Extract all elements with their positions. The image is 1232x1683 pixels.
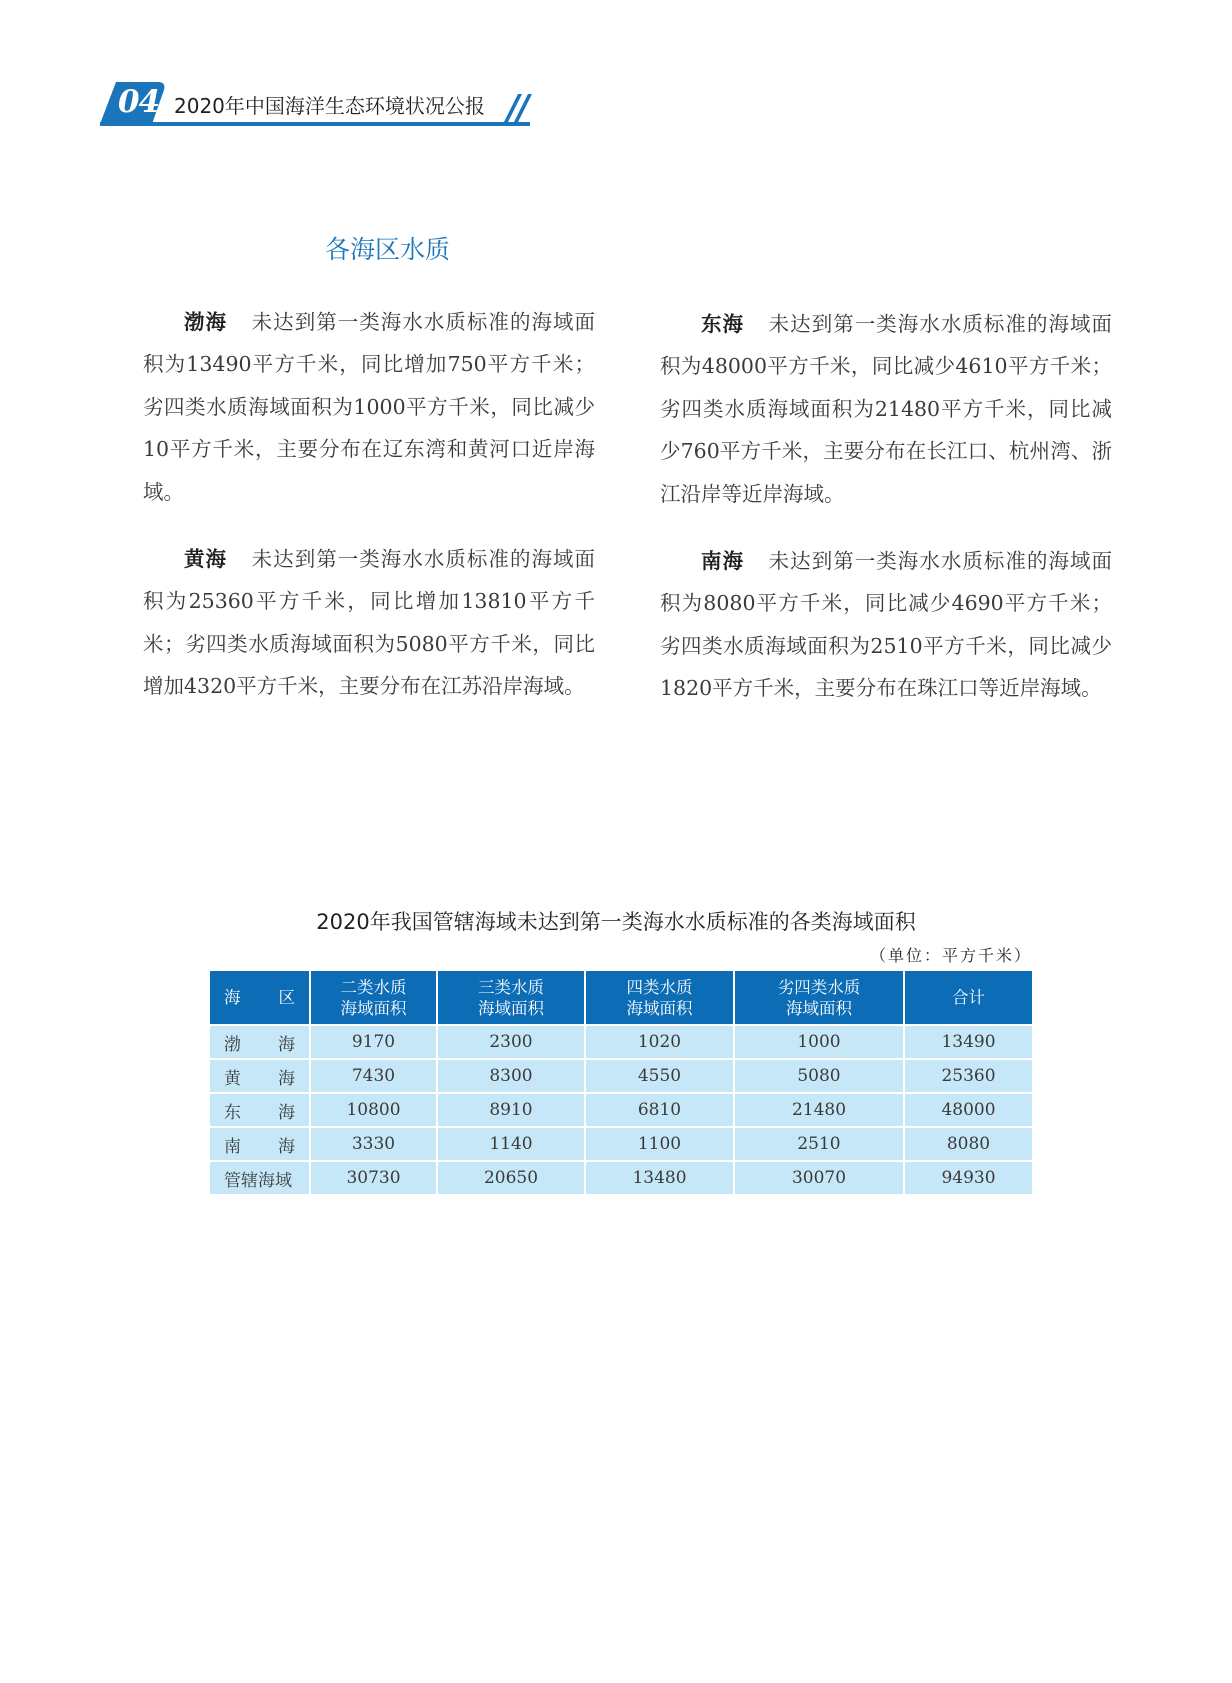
column-header: 合计 (904, 971, 1032, 1025)
water-quality-table (210, 971, 1032, 1196)
value-cell: 94930 (904, 1161, 1032, 1195)
column-header: 二类水质 海域面积 (310, 971, 437, 1025)
column-header: 三类水质 海域面积 (437, 971, 585, 1025)
value-cell: 5080 (734, 1059, 904, 1093)
column-header: 劣四类水质 海域面积 (734, 971, 904, 1025)
value-cell: 1140 (437, 1127, 585, 1161)
paragraph-nanhai (660, 540, 1112, 710)
column-header: 四类水质 海域面积 (585, 971, 734, 1025)
value-cell: 7430 (310, 1059, 437, 1093)
section-title: 各海区水质 (325, 235, 451, 264)
region-cell: 东 海 (210, 1093, 310, 1127)
value-cell: 1020 (585, 1025, 734, 1059)
value-cell: 20650 (437, 1161, 585, 1195)
column-header: 海 区 (210, 971, 310, 1025)
chapter-number: 04 (118, 84, 160, 120)
value-cell: 6810 (585, 1093, 734, 1127)
sea-name: 渤海 (184, 310, 228, 334)
paragraph-text: 未达到第一类海水水质标准的海域面积为8080平方千米，同比减少4690平方千米；劣四类水质海域面积为2510平方千米，同比减少1820平方千米，主要分布在珠江口等近岸海域。 (660, 549, 1113, 701)
value-cell: 4550 (585, 1059, 734, 1093)
paragraph-bohai (143, 301, 595, 513)
table-row (210, 1059, 1032, 1093)
value-cell: 10800 (310, 1093, 437, 1127)
table-row (210, 1093, 1032, 1127)
value-cell: 8910 (437, 1093, 585, 1127)
value-cell: 48000 (904, 1093, 1032, 1127)
value-cell: 13490 (904, 1025, 1032, 1059)
region-cell: 南 海 (210, 1127, 310, 1161)
paragraph-text: 未达到第一类海水水质标准的海域面积为25360平方千米，同比增加13810平方千米；劣四类水质海域面积为5080平方千米，同比增加4320平方千米，主要分布在江苏沿岸海域。 (143, 547, 596, 699)
table-row (210, 1025, 1032, 1059)
region-cell: 黄 海 (210, 1059, 310, 1093)
region-cell: 渤 海 (210, 1025, 310, 1059)
table-title: 2020年我国管辖海域未达到第一类海水水质标准的各类海域面积 (316, 910, 916, 934)
paragraph-text: 未达到第一类海水水质标准的海域面积为13490平方千米，同比增加750平方千米；劣四类水质海域面积为1000平方千米，同比减少10平方千米，主要分布在辽东湾和黄河口近岸海域。 (143, 310, 596, 504)
value-cell: 25360 (904, 1059, 1032, 1093)
paragraph-donghai (660, 303, 1112, 515)
sea-name: 南海 (701, 549, 745, 573)
value-cell: 30730 (310, 1161, 437, 1195)
region-cell: 管辖海域 (210, 1161, 310, 1195)
table-unit: （单位：平方千米） (869, 946, 1032, 965)
value-cell: 3330 (310, 1127, 437, 1161)
value-cell: 8300 (437, 1059, 585, 1093)
value-cell: 9170 (310, 1025, 437, 1059)
value-cell: 8080 (904, 1127, 1032, 1161)
value-cell: 21480 (734, 1093, 904, 1127)
page-header (98, 78, 538, 128)
paragraph-text: 未达到第一类海水水质标准的海域面积为48000平方千米，同比减少4610平方千米；劣四类水质海域面积为21480平方千米，同比减少760平方千米，主要分布在长江口、杭州湾、浙江沿岸等近岸海域。 (660, 312, 1113, 506)
value-cell: 1000 (734, 1025, 904, 1059)
report-title: 2020年中国海洋生态环境状况公报 (174, 94, 485, 118)
paragraph-huanghai (143, 538, 595, 708)
value-cell: 2510 (734, 1127, 904, 1161)
table-header-row (210, 971, 1032, 1025)
sea-name: 黄海 (184, 547, 228, 571)
value-cell: 13480 (585, 1161, 734, 1195)
value-cell: 30070 (734, 1161, 904, 1195)
value-cell: 2300 (437, 1025, 585, 1059)
value-cell: 1100 (585, 1127, 734, 1161)
table-row (210, 1161, 1032, 1195)
sea-name: 东海 (701, 312, 745, 336)
table-row (210, 1127, 1032, 1161)
